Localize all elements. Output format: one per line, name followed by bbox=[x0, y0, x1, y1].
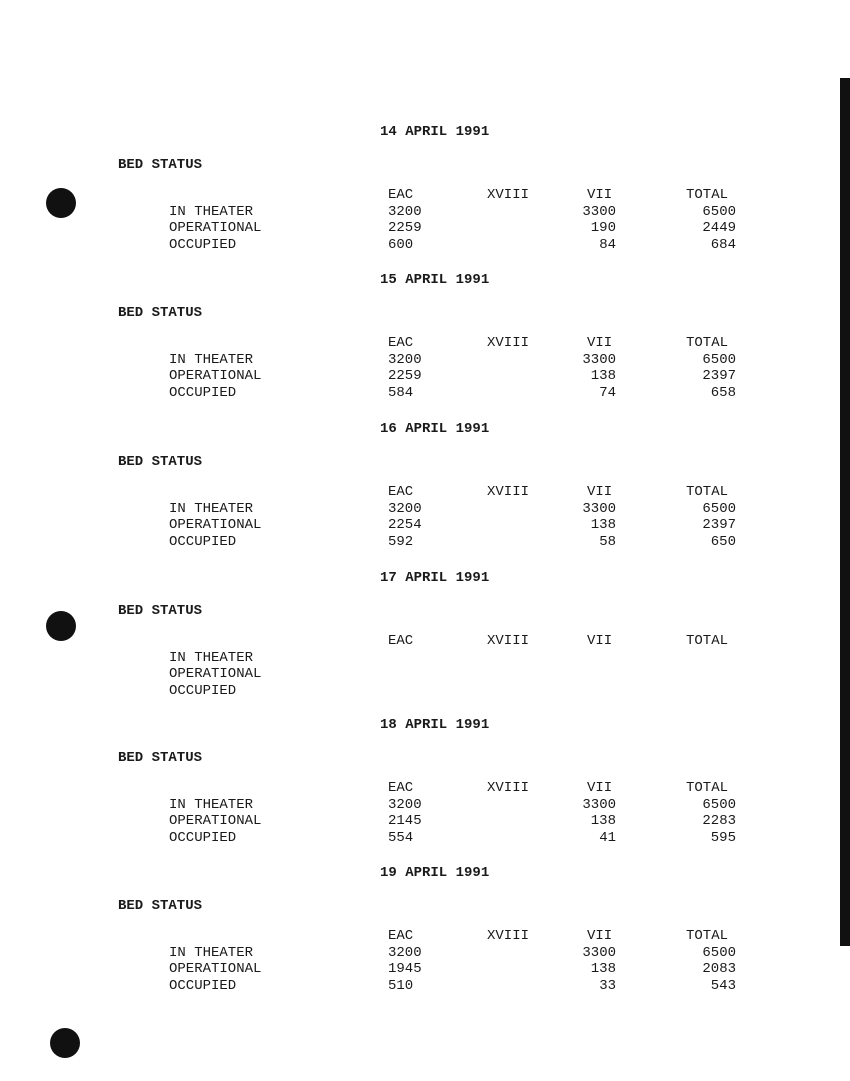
column-header-xviii: XVIII bbox=[487, 780, 530, 796]
bed-status-report bbox=[0, 717, 850, 857]
cell-total: 2283 bbox=[702, 813, 736, 829]
row-label: OPERATIONAL bbox=[169, 961, 262, 977]
row-label: IN THEATER bbox=[169, 945, 254, 961]
cell-eac: 2259 bbox=[388, 368, 422, 384]
bed-status-heading: BED STATUS bbox=[118, 454, 203, 470]
cell-vii: 58 bbox=[599, 534, 616, 550]
column-header-total: TOTAL bbox=[686, 928, 729, 944]
cell-eac: 584 bbox=[388, 385, 414, 401]
column-header-vii: VII bbox=[587, 335, 613, 351]
column-header-eac: EAC bbox=[388, 928, 414, 944]
column-header-eac: EAC bbox=[388, 335, 414, 351]
cell-total: 6500 bbox=[702, 501, 736, 517]
cell-eac: 2259 bbox=[388, 220, 422, 236]
punch-hole-bottom bbox=[50, 1028, 80, 1058]
cell-eac: 2254 bbox=[388, 517, 422, 533]
cell-vii: 3300 bbox=[582, 204, 616, 220]
column-header-vii: VII bbox=[587, 780, 613, 796]
column-header-vii: VII bbox=[587, 187, 613, 203]
cell-eac: 510 bbox=[388, 978, 414, 994]
bed-status-heading: BED STATUS bbox=[118, 157, 203, 173]
row-label: OCCUPIED bbox=[169, 534, 237, 550]
column-header-eac: EAC bbox=[388, 780, 414, 796]
row-label: IN THEATER bbox=[169, 204, 254, 220]
bed-status-heading: BED STATUS bbox=[118, 898, 203, 914]
report-date: 14 APRIL 1991 bbox=[380, 124, 490, 140]
row-label: OPERATIONAL bbox=[169, 368, 262, 384]
report-date: 18 APRIL 1991 bbox=[380, 717, 490, 733]
cell-vii: 41 bbox=[599, 830, 616, 846]
bed-status-heading: BED STATUS bbox=[118, 305, 203, 321]
row-label: OPERATIONAL bbox=[169, 517, 262, 533]
cell-total: 595 bbox=[710, 830, 736, 846]
column-header-total: TOTAL bbox=[686, 335, 729, 351]
bed-status-heading: BED STATUS bbox=[118, 603, 203, 619]
column-header-vii: VII bbox=[587, 633, 613, 649]
cell-eac: 3200 bbox=[388, 945, 422, 961]
row-label: IN THEATER bbox=[169, 501, 254, 517]
cell-vii: 3300 bbox=[582, 352, 616, 368]
cell-eac: 592 bbox=[388, 534, 414, 550]
row-label: OPERATIONAL bbox=[169, 220, 262, 236]
column-header-xviii: XVIII bbox=[487, 633, 530, 649]
row-label: OCCUPIED bbox=[169, 385, 237, 401]
cell-eac: 3200 bbox=[388, 204, 422, 220]
column-header-eac: EAC bbox=[388, 484, 414, 500]
bed-status-heading: BED STATUS bbox=[118, 750, 203, 766]
cell-total: 2083 bbox=[702, 961, 736, 977]
row-label: IN THEATER bbox=[169, 650, 254, 666]
row-label: OPERATIONAL bbox=[169, 666, 262, 682]
bed-status-report bbox=[0, 124, 850, 264]
cell-vii: 3300 bbox=[582, 797, 616, 813]
report-date: 16 APRIL 1991 bbox=[380, 421, 490, 437]
row-label: IN THEATER bbox=[169, 797, 254, 813]
row-label: IN THEATER bbox=[169, 352, 254, 368]
cell-eac: 3200 bbox=[388, 352, 422, 368]
column-header-total: TOTAL bbox=[686, 780, 729, 796]
column-header-vii: VII bbox=[587, 484, 613, 500]
cell-eac: 3200 bbox=[388, 501, 422, 517]
cell-vii: 84 bbox=[599, 237, 616, 253]
cell-total: 543 bbox=[710, 978, 736, 994]
cell-total: 6500 bbox=[702, 945, 736, 961]
column-header-xviii: XVIII bbox=[487, 187, 530, 203]
cell-total: 684 bbox=[710, 237, 736, 253]
cell-total: 6500 bbox=[702, 352, 736, 368]
column-header-xviii: XVIII bbox=[487, 928, 530, 944]
report-date: 17 APRIL 1991 bbox=[380, 570, 490, 586]
cell-vii: 138 bbox=[590, 368, 616, 384]
bed-status-report bbox=[0, 570, 850, 710]
cell-total: 2397 bbox=[702, 517, 736, 533]
cell-total: 2449 bbox=[702, 220, 736, 236]
cell-vii: 33 bbox=[599, 978, 616, 994]
cell-total: 6500 bbox=[702, 797, 736, 813]
cell-total: 6500 bbox=[702, 204, 736, 220]
bed-status-report bbox=[0, 421, 850, 561]
row-label: OCCUPIED bbox=[169, 237, 237, 253]
cell-vii: 74 bbox=[599, 385, 616, 401]
column-header-xviii: XVIII bbox=[487, 335, 530, 351]
cell-eac: 3200 bbox=[388, 797, 422, 813]
column-header-vii: VII bbox=[587, 928, 613, 944]
column-header-eac: EAC bbox=[388, 633, 414, 649]
report-date: 19 APRIL 1991 bbox=[380, 865, 490, 881]
cell-vii: 3300 bbox=[582, 501, 616, 517]
row-label: OPERATIONAL bbox=[169, 813, 262, 829]
cell-total: 650 bbox=[710, 534, 736, 550]
cell-vii: 138 bbox=[590, 813, 616, 829]
cell-eac: 1945 bbox=[388, 961, 422, 977]
row-label: OCCUPIED bbox=[169, 683, 237, 699]
cell-vii: 138 bbox=[590, 517, 616, 533]
cell-vii: 3300 bbox=[582, 945, 616, 961]
cell-eac: 554 bbox=[388, 830, 414, 846]
column-header-total: TOTAL bbox=[686, 187, 729, 203]
cell-vii: 138 bbox=[590, 961, 616, 977]
cell-eac: 600 bbox=[388, 237, 414, 253]
report-date: 15 APRIL 1991 bbox=[380, 272, 490, 288]
column-header-total: TOTAL bbox=[686, 484, 729, 500]
column-header-xviii: XVIII bbox=[487, 484, 530, 500]
column-header-eac: EAC bbox=[388, 187, 414, 203]
row-label: OCCUPIED bbox=[169, 978, 237, 994]
column-header-total: TOTAL bbox=[686, 633, 729, 649]
bed-status-report bbox=[0, 272, 850, 412]
cell-eac: 2145 bbox=[388, 813, 422, 829]
cell-vii: 190 bbox=[590, 220, 616, 236]
cell-total: 2397 bbox=[702, 368, 736, 384]
bed-status-report bbox=[0, 865, 850, 1005]
cell-total: 658 bbox=[710, 385, 736, 401]
row-label: OCCUPIED bbox=[169, 830, 237, 846]
